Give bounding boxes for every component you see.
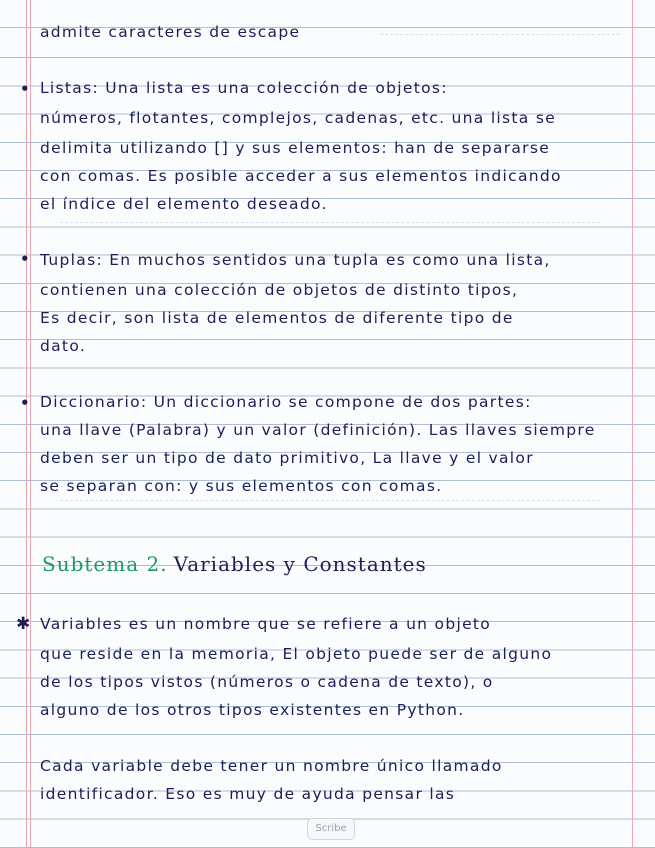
note-line: Cada variable debe tener un nombre único llamado [40,757,503,775]
note-line: números, flotantes, complejos, cadenas, etc. una lista se [40,109,557,127]
note-line: Diccionario: Un diccionario se compone de dos partes: [40,393,532,411]
note-line: con comas. Es posible acceder a sus elementos indicando [40,167,562,185]
note-line: de los tipos vistos (números o cadena de texto), o [40,673,494,691]
subtopic-heading [42,552,427,576]
note-line: deben ser un tipo de dato primitivo, La llave y el valor [40,449,534,467]
bullet-dot: • [20,80,30,98]
note-line: alguno de los otros tipos existentes en Python. [40,701,465,719]
note-line: identificador. Eso es muy de ayuda pensar las [40,785,456,803]
note-line: contienen una colección de objetos de distinto tipos, [40,281,519,299]
note-line: el índice del elemento deseado. [40,195,328,213]
bullet-dot: • [20,250,30,268]
note-line: Variables es un nombre que se refiere a un objeto [40,615,492,633]
note-line: Tuplas: En muchos sentidos una tupla es como una lista, [40,251,551,269]
note-line: Listas: Una lista es una colección de objetos: [40,79,448,97]
note-line: dato. [40,337,87,355]
bullet-star: ✱ [16,614,31,634]
note-line: delimita utilizando [] y sus elementos: han de separarse [40,139,551,157]
scribe-badge: Scribe [307,818,355,840]
subtopic-number: Subtema 2. [42,552,168,576]
bullet-dot: • [20,394,30,412]
note-line: Es decir, son lista de elementos de diferente tipo de [40,309,514,327]
note-line: se separan con: y sus elementos con comas. [40,477,443,495]
subtopic-title: Variables y Constantes [173,552,427,576]
note-line: admite caracteres de escape [40,23,301,41]
note-line: que reside en la memoria, El objeto puede ser de alguno [40,645,553,663]
note-line: una llave (Palabra) y un valor (definición). Las llaves siempre [40,421,596,439]
